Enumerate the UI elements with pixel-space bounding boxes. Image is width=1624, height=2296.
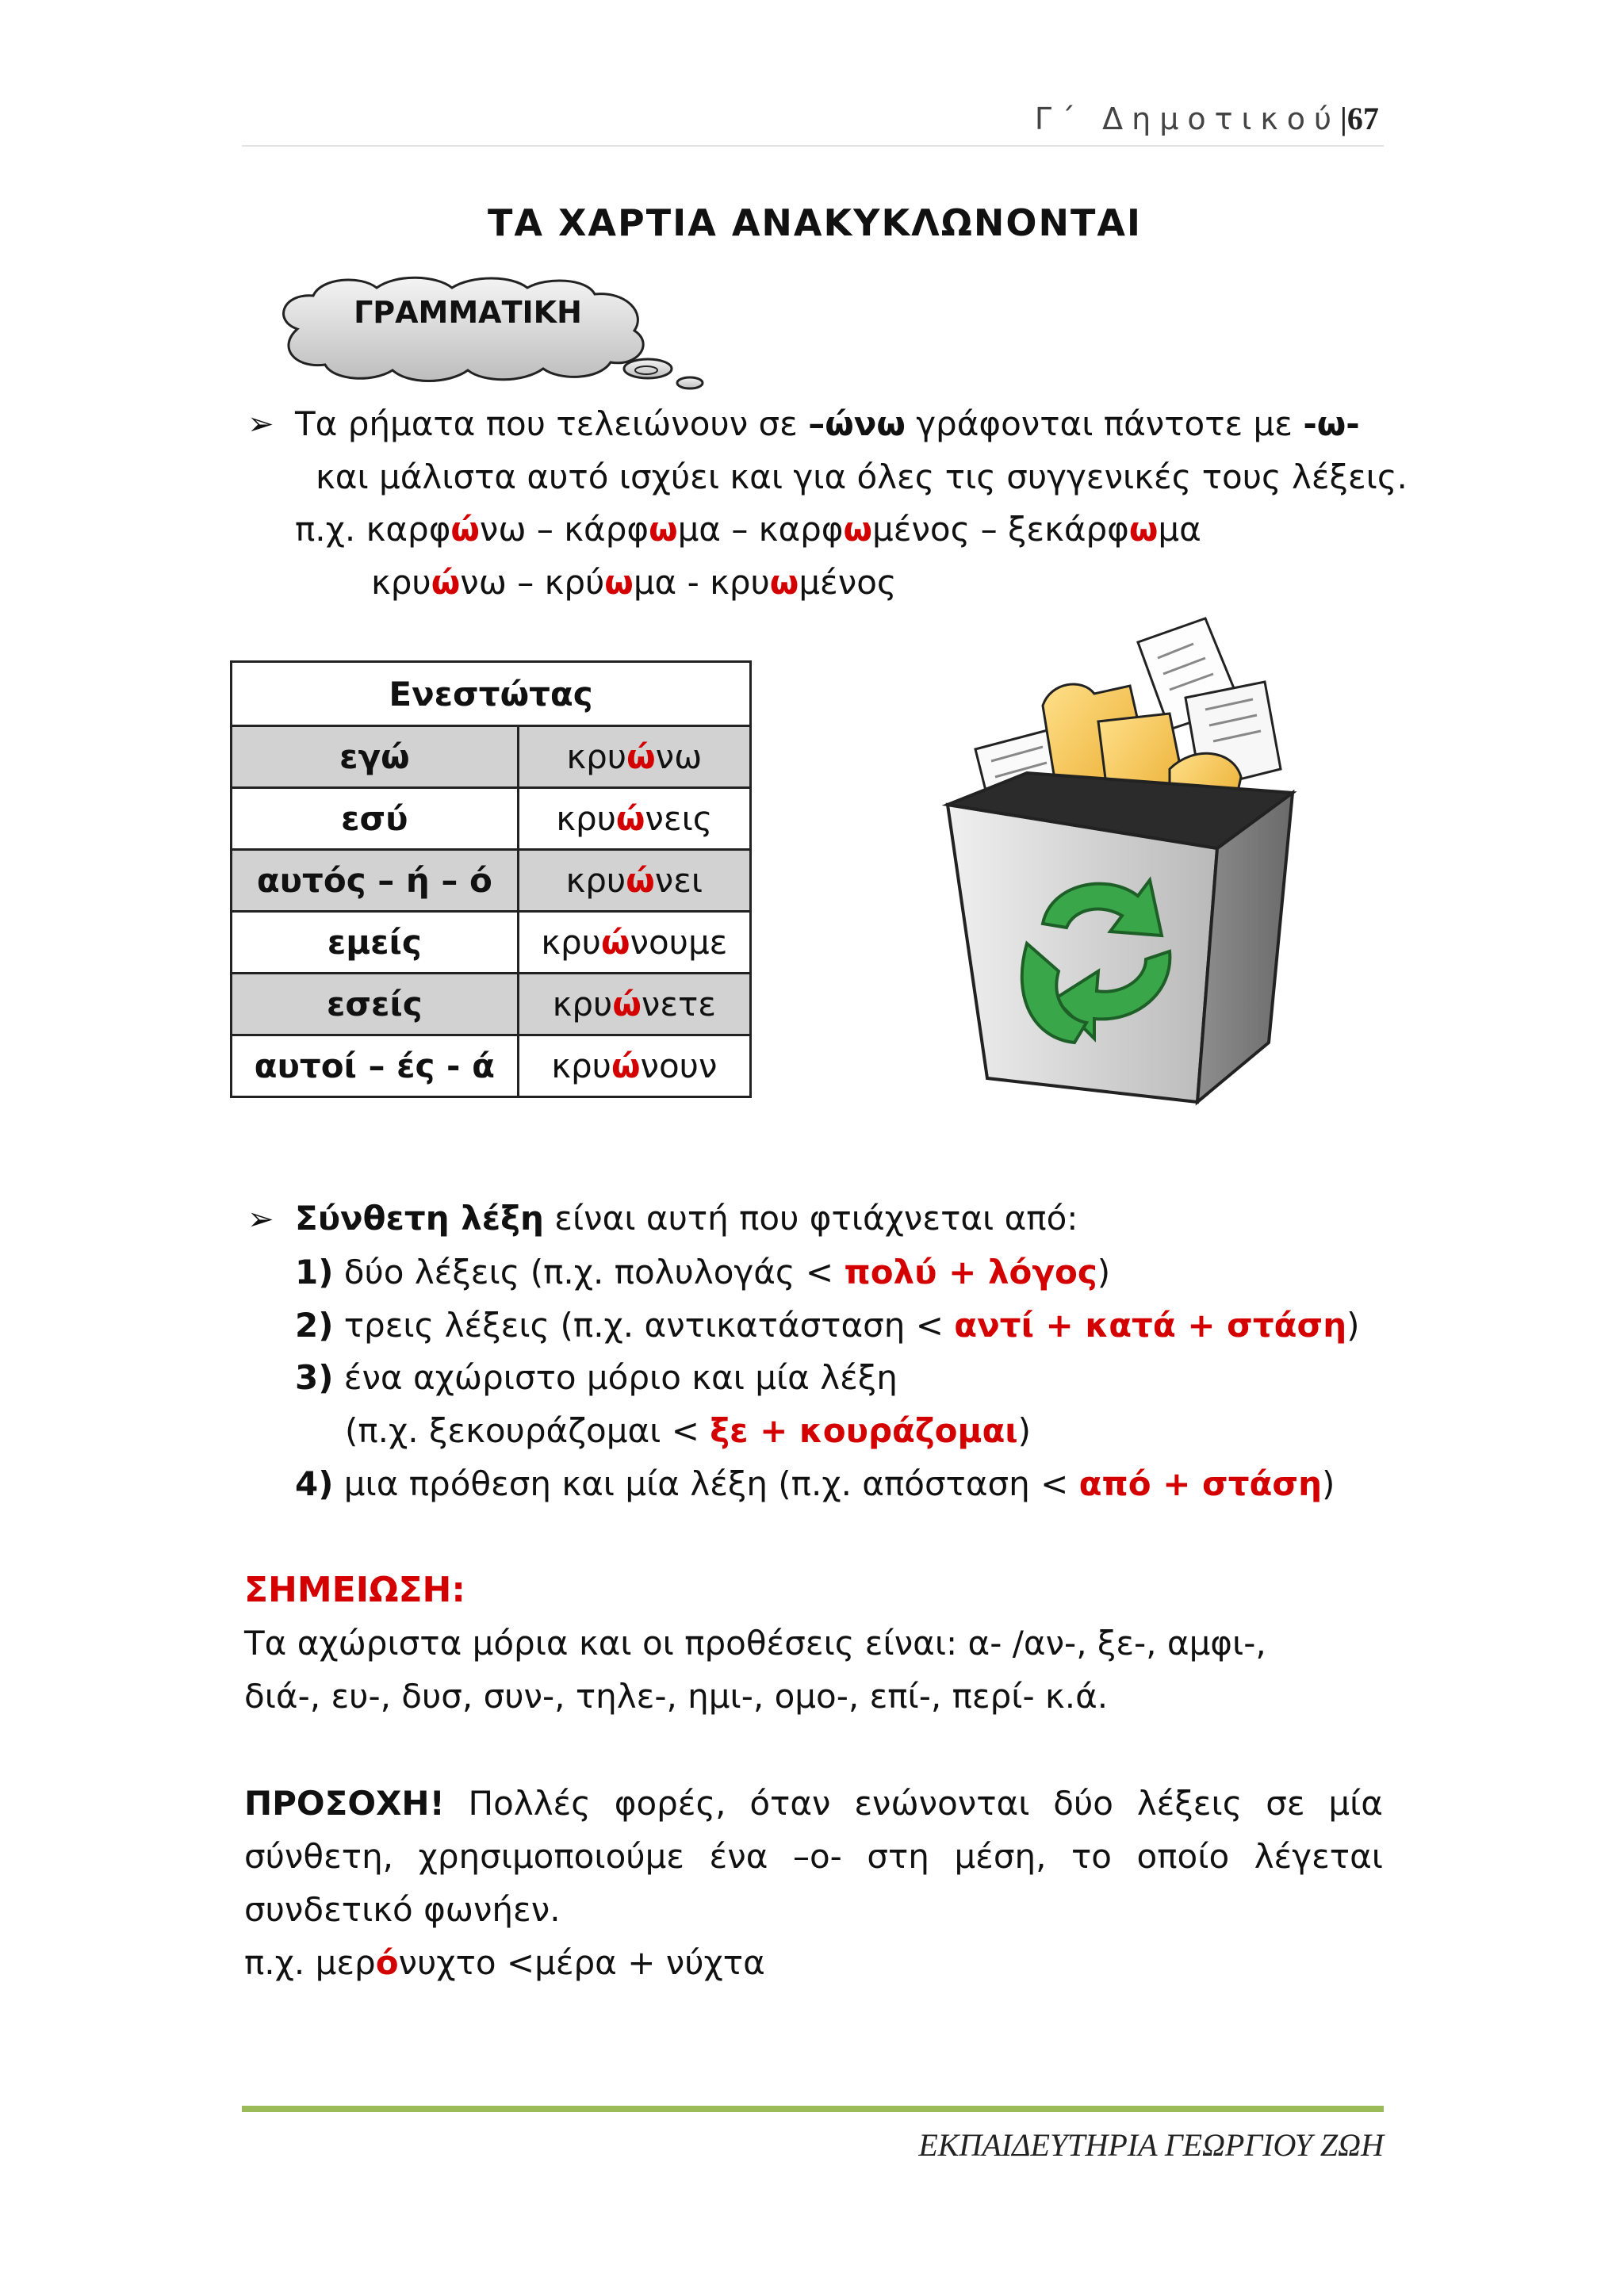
table-row (232, 850, 751, 912)
table-header: Ενεστώτας (232, 662, 751, 726)
thought-cloud-icon (266, 274, 710, 392)
compound-item-3: 3) ένα αχώριστο μόριο και μία λέξη (295, 1358, 898, 1397)
compound-item-2: 2) τρεις λέξεις (π.χ. αντικατάσταση < αντί + κατά + στάση) (295, 1306, 1360, 1345)
verb-cell: κρυώνουν (518, 1035, 750, 1097)
rule1-example2: κρυώνω – κρύωμα - κρυωμένος (371, 563, 897, 602)
person-cell: αυτοί – ές - ά (232, 1035, 519, 1097)
attention-line-1: ΠΡΟΣΟΧΗ! Πολλές φορές, όταν ενώνονται δύο λέξεις σε μία (244, 1784, 1383, 1823)
header-divider (242, 145, 1384, 147)
table-row (232, 788, 751, 850)
verb-cell: κρυώνετε (518, 974, 750, 1035)
compound-intro: Σύνθετη λέξη είναι αυτή που φτιάχνεται από: (295, 1199, 1078, 1238)
note-line-1: Τα αχώριστα μόρια και οι προθέσεις είναι: α- /αν-, ξε-, αμφι-, (244, 1624, 1266, 1663)
table-row (232, 974, 751, 1035)
note-title: ΣΗΜΕΙΩΣΗ: (244, 1570, 465, 1610)
attention-line-2: σύνθετη, χρησιμοποιούμε ένα –ο- στη μέση, το οποίο λέγεται (244, 1837, 1383, 1876)
verb-cell: κρυώνω (518, 726, 750, 788)
person-cell: εσείς (232, 974, 519, 1035)
conjugation-table (230, 660, 752, 1098)
footer-text: ΕΚΠΑΙΔΕΥΤΗΡΙΑ ΓΕΩΡΓΙΟΥ ΖΩΗ (918, 2127, 1384, 2163)
verb-cell: κρυώνει (518, 850, 750, 912)
rule1-example1: π.χ. καρφώνω – κάρφωμα – καρφωμένος – ξεκάρφωμα (295, 510, 1201, 549)
arrow-bullet-icon: ➢ (247, 1201, 274, 1238)
person-cell: αυτός – ή – ό (232, 850, 519, 912)
rule1-line1: Τα ρήματα που τελειώνουν σε –ώνω γράφονται πάντοτε με -ω- (295, 404, 1360, 443)
table-row (232, 912, 751, 974)
table-row (232, 1035, 751, 1097)
person-cell: εσύ (232, 788, 519, 850)
recycle-bin-icon (932, 610, 1304, 1110)
attention-line-3: συνδετικό φωνήεν. (244, 1890, 561, 1929)
verb-cell: κρυώνεις (518, 788, 750, 850)
page-number: |67 (1340, 101, 1379, 136)
person-cell: εγώ (232, 726, 519, 788)
person-cell: εμείς (232, 912, 519, 974)
compound-item-4: 4) μια πρόθεση και μία λέξη (π.χ. απόσταση < από + στάση) (295, 1464, 1335, 1503)
page-title: ΤΑ ΧΑΡΤΙΑ ΑΝΑΚΥΚΛΩΝΟΝΤΑΙ (487, 201, 1143, 244)
footer-divider (242, 2106, 1384, 2112)
header-title: Γ΄ Δημοτικού (1034, 101, 1340, 136)
arrow-bullet-icon: ➢ (247, 406, 274, 442)
table-row (232, 726, 751, 788)
attention-example: π.χ. μερόνυχτο <μέρα + νύχτα (244, 1943, 765, 1982)
rule1-line2: και μάλιστα αυτό ισχύει και για όλες τις συγγενικές τους λέξεις. (316, 457, 1408, 496)
compound-item-3-example: (π.χ. ξεκουράζομαι < ξε + κουράζομαι) (345, 1411, 1032, 1450)
verb-cell: κρυώνουμε (518, 912, 750, 974)
note-line-2: διά-, ευ-, δυσ, συν-, τηλε-, ημι-, ομο-, επί-, περί- κ.ά. (244, 1677, 1109, 1716)
page-number-value: 67 (1346, 101, 1379, 136)
cloud-label: ΓΡΑΜΜΑΤΙΚΗ (354, 295, 582, 330)
compound-item-1: 1) δύο λέξεις (π.χ. πολυλογάς < πολύ + λόγος) (295, 1253, 1111, 1292)
